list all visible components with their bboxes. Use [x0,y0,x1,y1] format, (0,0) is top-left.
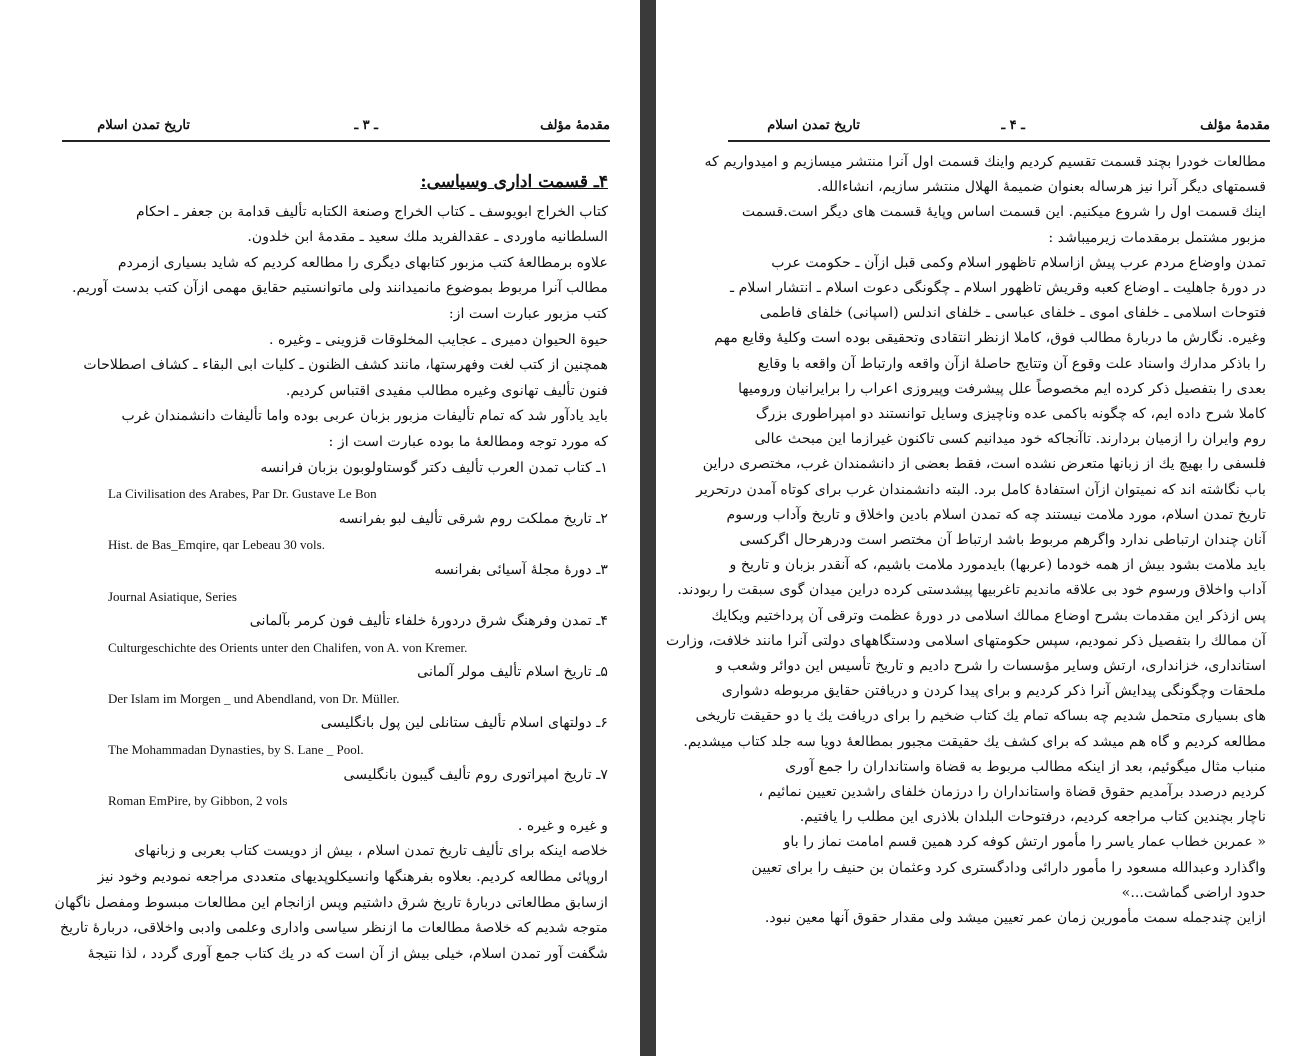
text-line: کتاب الخراج ابویوسف ـ کتاب الخراج وصنعة الکتابه تألیف قدامة بن جعفر ـ احکام [136,203,608,220]
text-line: مطالعه کردیم و گاه هم میشد که برای کشف یك حقیقت مجبور بمطالعهٔ دویا سه جلد کتاب میشدیم. [683,733,1266,750]
book-gutter [640,0,656,1056]
text-line: در دورهٔ جاهلیت ـ اوضاع کعبه وقریش تاظهور اسلام ـ چگونگی دعوت اسلام ـ انتشار اسلام ـ [729,280,1266,297]
text-line: قسمتهای دیگر آنرا نیز هرساله بعنوان ضمیمهٔ الهلال منتشر سازیم، انشاءالله. [816,179,1266,196]
text-line: اینك قسمت اول را شروع میکنیم. این قسمت اساس وپایهٔ قسمت های دیگر است.قسمت [741,204,1266,221]
text-line: باید ملامت بشود بیش از همه خودما (عربها) بایدمورد ملامت باشیم، که آنقدر بزبان و تاریخ و [729,557,1266,574]
reference-title-persian: ۲ـ تاریخ مملکت روم شرقی تألیف لبو بفرانسه [338,510,608,527]
left-page [0,0,640,1056]
header-rule [728,140,1270,142]
text-line: آن ممالك را بتفصیل ذکر نمودیم، سپس حکومتهای اسلامی ودستگاههای دولتی آنرا مانند خلافت، وزارت [665,632,1266,649]
left-page-body [54,170,608,967]
text-line: باب نگاشته اند که نمیتوان ازآن استفادهٔ کامل برد. البته دانشمندان غرب برای کوتاه آمدن درتحریر [696,481,1266,498]
section-heading: ۴ـ قسمت اداری وسیاسی: [420,172,608,192]
text-line: « عمربن خطاب عمار یاسر را مأمور ارتش کوفه کرد همین قسم امامت نماز را باو [783,834,1266,851]
text-line: را باذکر مدارك واسناد علت وقوع آن وتتایج حاصلهٔ ازآن واقعه وارتباط آن واقعه با وقایع [757,355,1266,372]
text-line: تمدن واوضاع مردم عرب پیش ازاسلام تاظهور اسلام وکمی قبل ازآن ـ حکومت عرب [771,254,1266,271]
book-title: تاریخ تمدن اسلام [767,118,860,133]
text-line: آنان چندان ارتباطی ندارد واگرهم مربوط باشد ارتباط آن مختصر است ودرهرحال اگرکسی [739,532,1266,549]
right-paragraphs [665,150,1266,931]
text-line: فلسفی را بهیچ یك از زبانها متعرض نشده است، فقط بعضی از دانشمندان غرب، مختصری دراین [702,456,1266,473]
text-line: فنون تألیف تهانوی وغیره مطالب مفیدی اقتباس کردیم. [285,382,608,399]
text-line: پس ازذکر این مقدمات بشرح اوضاع ممالك اسلامی در دورهٔ عظمت وترقی آن پرداختیم ویکایك [711,607,1266,624]
right-page-body [665,150,1266,931]
right-page-header [728,118,1270,138]
text-line: مزبور مشتمل برمقدمات زیرمیباشد : [1048,229,1266,246]
text-line: استانداری، خزانداری، ارتش وسایر مؤسسات را شرح دادیم و تاریخ تأسیس این دوائر وشعب و [716,658,1266,675]
text-line: تاریخ تمدن اسلام، مورد ملامت نیستند چه که تمدن اسلام بادین واخلاق و تاریخ وآداب ورسوم [726,506,1266,523]
text-line: باید یادآور شد که تمام تألیفات مزبور بزبان عربی بوده واما تألیفات دانشمندان غرب [121,408,608,425]
text-line: همچنین از کتب لغت وفهرستها، مانند کشف الظنون ـ کلیات ابی البقاء ـ کشاف اصطلاحات [83,357,608,374]
reference-title-latin: Journal Asiatique, Series [108,588,237,604]
reference-title-latin: Culturgeschichte des Orients unter den Chalifen, von A. von Kremer. [108,639,468,655]
chapter-title: مقدمهٔ مؤلف [1200,118,1270,133]
text-line: کتب مزبور عبارت است از: [448,305,608,322]
reference-title-persian: ۴ـ تمدن وفرهنگ شرق دردورهٔ خلفاء تألیف فون کرمر بآلمانی [249,613,608,630]
reference-title-persian: ۳ـ دورهٔ مجلهٔ آسیائی بفرانسه [434,561,608,578]
closing-paragraph [54,814,608,968]
text-line: السلطانیه ماوردی ـ عقدالفرید ملك سعید ـ مقدمهٔ ابن خلدون. [247,229,608,246]
left-page-header [62,118,610,138]
text-line: بعدی را بتفصیل ذکر کرده ایم مخصوصاً علل پیشرفت وپیروزی اعراب را برایرانیان ورومیها [738,380,1266,397]
text-line: واگذارد وعبدالله مسعود را مأمور دارائی ودادگستری کرد وعثمان بن حنیف را برای تعیین [751,859,1266,876]
text-line: حیوة الحیوان دمیری ـ عجایب المخلوقات قزوینی ـ وغیره . [268,331,608,348]
text-line: شگفت آور تمدن اسلام، خیلی بیش از آن است که در یك کتاب جمع آوری گردد ، لذا نتیجهٔ [87,945,608,962]
reference-title-persian: ۶ـ دولتهای اسلام تألیف ستانلی لین پول بانگلیسی [320,715,608,732]
text-line: فتوحات اسلامی ـ خلفای اموی ـ خلفای عباسی ـ خلفای اندلس (اسپانی) خلفای فاطمی [759,305,1266,322]
text-line: اروپائی مطالعه کردیم. بعلاوه بفرهنگها وانسیکلوپدیهای متعددی مراجعه نمودیم وخود نیز [97,869,608,886]
reference-title-latin: Hist. de Bas_Emqire, qar Lebeau 30 vols. [108,537,325,553]
header-rule [62,140,610,142]
text-line: آداب واخلاق ورسوم خود بی علاقه ماندیم تاغربیها پیشدستی کرده دراین میدان گوی سبقت را ربودند. [677,582,1266,599]
book-title: تاریخ تمدن اسلام [97,118,190,133]
page-number: ـ ۳ ـ [354,118,378,133]
text-line: و غیره و غیره . [517,817,608,834]
reference-title-latin: The Mohammadan Dynasties, by S. Lane _ Pool. [108,742,364,758]
reference-title-persian: ۷ـ تاریخ امپراتوری روم تألیف گیبون بانگلیسی [343,766,608,783]
text-line: خلاصه اینکه برای تألیف تاریخ تمدن اسلام ، بیش از دویست کتاب بعربی و زبانهای [134,843,608,860]
page-number: ـ ۴ ـ [1001,118,1025,133]
text-line: حدود اراضی گماشت...» [1121,884,1266,901]
reference-list [68,456,608,814]
text-line: ناچار بچندین کتاب مراجعه کردیم، درفتوحات البلدان بلاذری این مطلب را یافتیم. [799,809,1266,826]
right-page [656,0,1300,1056]
text-line: ازسابق مطالعاتی دربارهٔ تاریخ شرق داشتیم وپس ازانجام این مطالعات مبسوط ومفصل ناگهان [54,894,608,911]
reference-title-latin: La Civilisation des Arabes, Par Dr. Gustave Le Bon [108,486,377,502]
left-paragraphs [68,200,608,456]
text-line: کاملا شرح داده ایم، که چگونه باکمی عده وناچیزی وسایل توانستند دو امپراطوری بزرگ [755,406,1266,423]
reference-title-persian: ۵ـ تاریخ اسلام تألیف مولر آلمانی [417,664,608,681]
text-line: ملحقات وچگونگی پیدایش آنرا ذکر کردیم و برای پیدا کردن و دریافتن حقایق مربوطه دشواری [721,683,1266,700]
text-line: وغیره. نگارش ما دربارهٔ مطالب فوق، کاملا ازنظر انتقادی وتحقیقی بوده است وکلیهٔ وقایع مهم [714,330,1266,347]
text-line: های بسیاری متحمل شدیم چه بساکه تمام یك کتاب ضخیم را برای دریافت یك یا دو حقیقت تاریخی [695,708,1266,725]
text-line: مطالعات خودرا بچند قسمت تقسیم کردیم واینك قسمت اول آنرا منتشر میسازیم و امیدواریم که [704,154,1266,170]
reference-title-latin: Der Islam im Morgen _ und Abendland, von Dr. Müller. [108,690,400,706]
text-line: کردیم درصدد برآمدیم حقوق قضاة واستانداران را درزمان خلفای راشدین تعیین نمائیم ، [758,784,1266,801]
text-line: علاوه برمطالعهٔ کتب مزبور کتابهای دیگری را مطالعه کردیم که شاید بسیاری ازمردم [117,254,608,271]
chapter-title: مقدمهٔ مؤلف [540,118,610,133]
text-line: مطالب آنرا مربوط بموضوع مانمیدانند ولی ماتوانستیم حقایق مهمی ازآن کتب بدست آوریم. [71,280,608,297]
reference-title-persian: ۱ـ کتاب تمدن العرب تألیف دکتر گوستاولوبون بزبان فرانسه [260,459,608,476]
text-line: که مورد توجه ومطالعهٔ ما بوده عبارت است از : [328,433,608,450]
text-line: متوجه شدیم که خلاصهٔ مطالعات ما ازنظر سیاسی واداری وعلمی وادبی واخلاقی، دربارهٔ تاریخ [59,920,608,937]
reference-title-latin: Roman EmPire, by Gibbon, 2 vols [108,793,288,809]
text-line: منباب مثال میگوئیم، بعد از اینکه مطالب مربوط به قضاة واستانداران را جمع آوری [785,758,1266,775]
text-line: روم وایران را ازمیان بردارند. تاآنجاکه خود میدانیم کسی تاکنون غیرازما این مبحث عالی [754,431,1266,448]
text-line: ازاین چندجمله سمت مأمورین زمان عمر تعیین میشد ولی مقدار حقوق آنها معین نبود. [764,910,1266,927]
